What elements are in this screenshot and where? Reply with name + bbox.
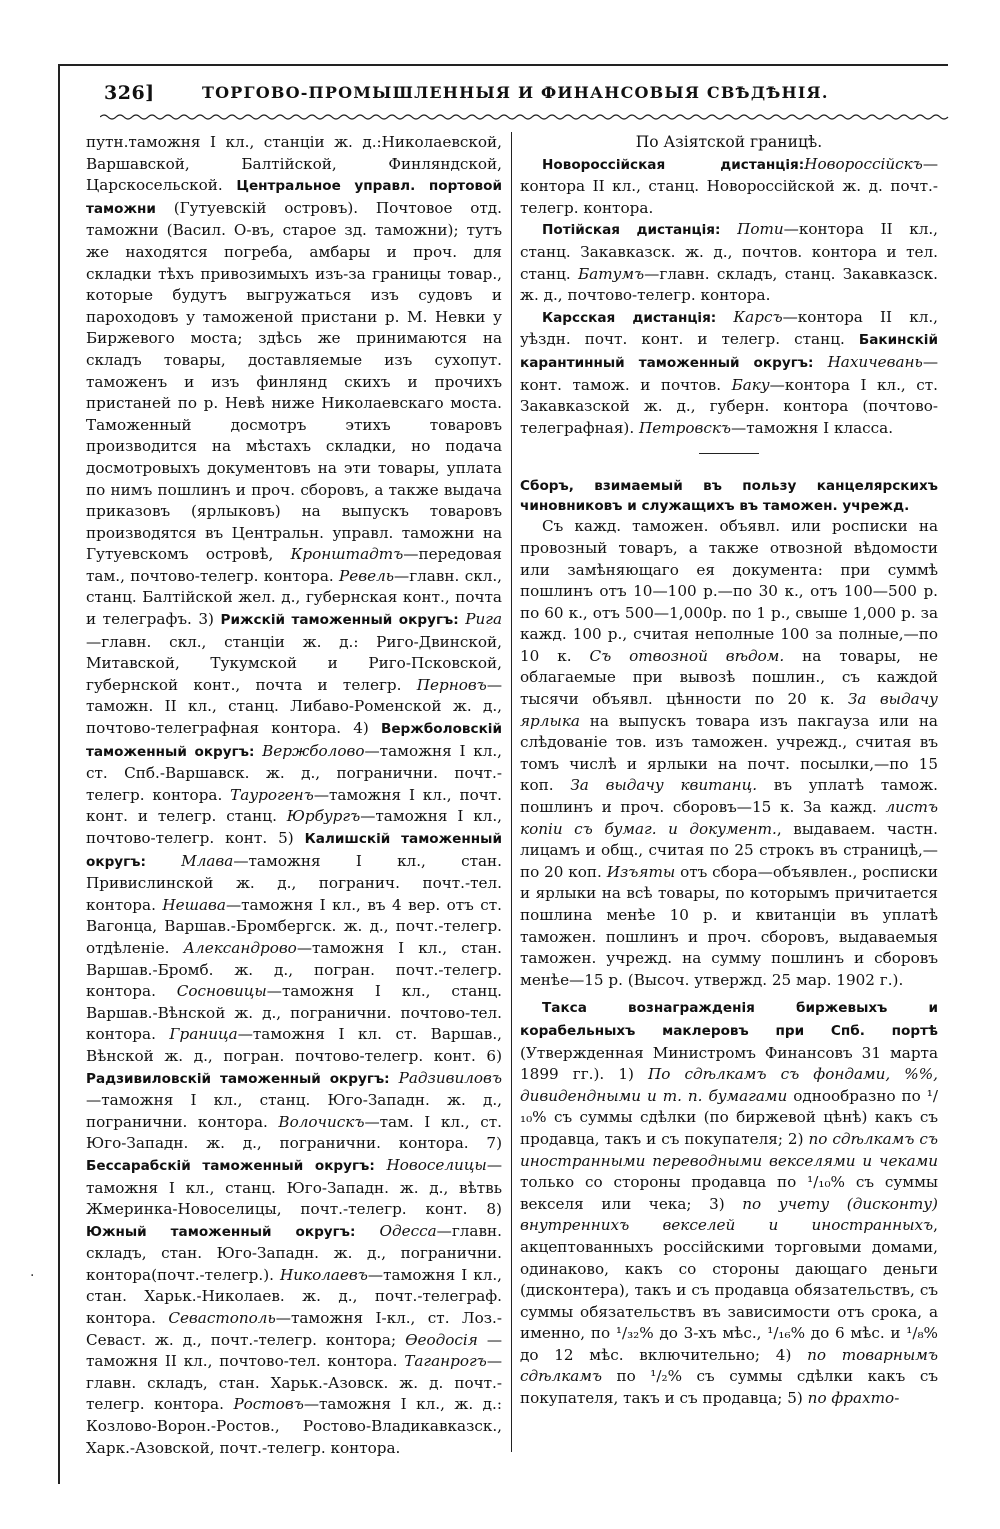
text-run: , выдаваем. частн. лицамъ и общ., считая по 25 строкъ въ страницѣ,—по 20 коп. xyxy=(520,819,939,881)
text-run: —таможня I кл., станц. Варшав.-Вѣнской ж. д., погранични. почтово-тел. контора. xyxy=(86,982,502,1044)
text-run: —таможня I кл., въ 4 вер. отъ ст. Вагонца, Варшав.-Бромбергск. ж. д., почт.-телегр. отдѣленіе. xyxy=(86,895,502,957)
left-column-text xyxy=(86,132,502,1459)
fee-paragraph xyxy=(520,516,938,991)
text-run: —таможня I кл., стан. Варшав.-Бромб. ж. д., погран. почт.-телегр. контора. xyxy=(86,938,502,1001)
emphasis: Изъяты xyxy=(606,862,676,881)
text-run xyxy=(390,1069,399,1087)
text-run: путн.таможня I кл., станціи ж. д.:Николаевской, Варшавской, Балтійской, Финляндской, Царскосельской. xyxy=(86,133,502,195)
place-name: Севастополь xyxy=(168,1309,276,1328)
text-run: по ¹/₂% съ суммы сдѣлки какъ съ покупателя, такъ и съ продавца; 5) xyxy=(520,1367,938,1408)
emphasis: За выдачу ярлыка xyxy=(520,690,938,730)
place-name: Александрово xyxy=(183,938,297,957)
text-run: въ уплатѣ тамож. пошлинъ и проч. сборовъ—15 к. За кажд. xyxy=(520,776,938,817)
text-run: —таможня I кл., ж. д.: Козлово-Ворон.-Ростов., Ростово-Владикавказск., Харк.-Азовской, почт.-телегр. контора. xyxy=(86,1395,502,1457)
page-header xyxy=(60,66,950,110)
text-run xyxy=(813,353,827,371)
text-run: —главн. складъ, стан. Харьк.-Азовск. ж. д. почт.-телегр. контора. xyxy=(86,1352,502,1414)
text-run: —контора I кл., ст. Закавказской ж. д., губерн. контора (почтово-телеграфная). xyxy=(520,375,938,437)
poti-paragraph xyxy=(520,219,938,306)
district-heading: Карсская дистанція: xyxy=(542,309,717,326)
place-name: Нешава xyxy=(162,895,226,914)
text-run: на товары, не облагаемые при вывозѣ пошлин., съ каждой тысячи объявл. цѣнности по 20 к. xyxy=(520,646,938,709)
place-name: Рига xyxy=(465,610,502,629)
place-name: Новороссійскъ xyxy=(804,154,923,173)
fee-section-title: Сборъ, взимаемый въ пользу канцелярскихъ чиновниковъ и служащихъ въ таможен. учрежд. xyxy=(520,478,938,515)
text-run: —контора II кл., станц. Закавказск. ж. д., почтов. контора и тел. станц. xyxy=(520,220,939,283)
place-name: Радзивиловъ xyxy=(398,1068,503,1087)
district-heading: Рижскій таможенный округъ: xyxy=(220,612,459,629)
text-run: отъ сбора—объявлен., росписки и ярлыки на всѣ товары, по которымъ причитается пошлина менѣе 10 р. и квитанціи въ уплатѣ таможен. пошлинъ и проч. сборовъ, выдаваемыя таможен. учрежд. на сумму пошлинъ и сборовъ менѣе—15 р. (Высоч. утвержд. 25 мар. 1902 г.). xyxy=(520,862,938,989)
district-heading: Вержболовскій таможенный округъ: xyxy=(86,721,502,760)
text-run: —контора II кл., уѣздн. почт. конт. и телегр. станц. xyxy=(520,307,938,349)
emphasis: За выдачу квитанц. xyxy=(570,776,758,795)
text-run: (Утвержденная Министромъ Финансовъ 31 марта 1899 гг.). 1) xyxy=(520,1043,938,1084)
text-run: —таможня I кл., станц. Юго-Западн. ж. д., погранични. контора. xyxy=(86,1091,502,1131)
text-run: —передовая там., почтово-телегр. контора. xyxy=(86,545,502,585)
text-run: —главн. складъ, стан. Юго-Западн. ж. д., погранични. контора(почт.-телегр.). xyxy=(86,1221,502,1284)
text-run: —таможня I кл. ст. Варшав., Вѣнской ж. д., погран. почтово-телегр. конт. 6) xyxy=(86,1025,502,1065)
page-frame xyxy=(58,64,948,1484)
text-run: (Гутуевскій островъ). Почтовое отд. таможни (Васил. О-въ, старое зд. таможни); тутъ же находятся погреба, амбары и проч. для складки тѣхъ привозимыхъ изъ-за границы товар., которые будутъ выгружаться изъ судовъ и пароходовъ у таможеной пристани р. М. Невки у Биржевого моста; здѣсь же принимаются на складъ товары, доставляемые изъ сухопут. таможенъ и изъ финлянд скихъ и прочихъ пристаней по р. Невѣ ниже Николаевскаго моста. Таможенный досмотръ этихъ товаровъ производится на мѣстахъ складки, но подача досмотровыхъ документовъ на эти товары, уплата по нимъ пошлинъ и проч. сборовъ, а также выдача приказовъ (ярлыковъ) на выпускъ товаровъ производятся въ Центральн. управл. таможни на Гутуевскомъ островѣ, xyxy=(86,198,502,564)
section-heading: Такса вознагражденія биржевыхъ и корабельныхъ маклеровъ при Спб. портѣ xyxy=(520,1000,938,1039)
column-divider xyxy=(511,132,512,1452)
broker-fee-paragraph xyxy=(520,997,938,1409)
text-run: однообразно по ¹/₁₀% съ суммы сдѣлки (по биржевой цѣнѣ) какъ съ продавца, такъ и съ покупателя; 2) xyxy=(520,1086,938,1148)
novorossiysk-paragraph xyxy=(520,154,938,220)
district-heading: Потійская дистанція: xyxy=(542,222,721,239)
left-column xyxy=(86,132,502,1459)
district-heading: Южный таможенный округъ: xyxy=(86,1223,356,1240)
right-column xyxy=(520,132,938,1410)
text-run: —таможня I кл., почт. конт. и телегр. станц. xyxy=(86,785,502,826)
place-name: Граница xyxy=(169,1025,238,1044)
place-name: Волочискъ xyxy=(278,1112,365,1131)
place-name: Юрбургъ xyxy=(286,807,361,826)
text-run: —таможн. II кл., станц. Либаво-Роменской ж. д., почтово-телеграфная контора. 4) xyxy=(86,675,502,738)
wavy-rule xyxy=(100,112,950,122)
emphasis: листъ копіи съ бумаг. и документ. xyxy=(520,798,938,838)
place-name: Кронштадтъ xyxy=(290,545,404,564)
emphasis: Съ отвозной вѣдом. xyxy=(589,646,785,665)
place-name: Баку xyxy=(731,375,770,394)
page-number: 326] xyxy=(104,82,155,104)
text-run xyxy=(146,852,181,870)
emphasis: По сдѣлкамъ съ фондами, %%, дивидендными и т. п. бумагами xyxy=(520,1065,939,1105)
place-name: Карсъ xyxy=(733,307,783,326)
text-run xyxy=(720,220,737,238)
place-name: Млава xyxy=(181,851,234,870)
place-name: Сосновицы xyxy=(176,982,267,1001)
asian-border-heading: По Азіятской границѣ. xyxy=(635,133,823,151)
place-name: Николаевъ xyxy=(279,1265,368,1284)
text-run: —таможня I кл., ст. Спб.-Варшавск. ж. д., погранични. почт.-телегр. контора. xyxy=(86,741,502,804)
text-run: —контора II кл., станц. Новороссійской ж. д. почт.-телегр. контора. xyxy=(520,154,938,217)
emphasis: по товарнымъ сдѣлкамъ xyxy=(520,1345,938,1386)
text-run xyxy=(375,1156,387,1174)
place-name: Ревель xyxy=(339,566,395,585)
running-title: ТОРГОВО-ПРОМЫШЛЕННЫЯ И ФИНАНСОВЫЯ СВѢДѢНІЯ. xyxy=(202,83,829,102)
text-run xyxy=(716,308,733,326)
place-name: Вержболово xyxy=(262,741,365,760)
text-run xyxy=(254,742,262,760)
text-run: —таможня I кл., стан. Привислинской ж. д., погранич. почт.-тел. контора. xyxy=(86,851,503,914)
text-run: —главн. скл., станц. Балтійской жел. д., губернская конт., почта и телеграфъ. 3) xyxy=(86,566,502,629)
district-heading: Бакинскій карантинный таможенный округъ: xyxy=(520,332,938,371)
text-run: —таможня II кл., почтово-тел. контора. xyxy=(86,1330,503,1371)
place-name: Новоселицы xyxy=(386,1155,487,1174)
section-rule xyxy=(699,453,759,454)
place-name: Перновъ xyxy=(416,675,487,694)
place-name: Ростовъ xyxy=(233,1395,304,1414)
text-run: , акцептованныхъ россійскими торговыми домами, одинаково, какъ со стороны дающаго деньги (дисконтера), такъ и съ продавца обязательствъ, съ суммы обязательствъ въ зависимости отъ срока, а именно, по ¹/₃₂% до 3-хъ мѣс., ¹/₁₆% до 6 мѣс. и ¹/₈% до 12 мѣс. включительно; 4) xyxy=(520,1216,938,1364)
place-name: Нахичевань xyxy=(827,352,923,371)
text-run: Съ кажд. таможен. объявл. или росписки на провозный товаръ, а также отвозной вѣдомости или замѣняющаго ея документа: при суммѣ пошлинъ отъ 10—100 р.—по 30 к., отъ 100—500 р. по 60 к., отъ 500—1,000р. по 1 р., свыше 1,000 р. за кажд. 100 р., считая неполные 100 за полные,—по 10 к. xyxy=(520,517,938,665)
text-run: —главн. складъ, станц. Закавказск. ж. д., почтово-телегр. контора. xyxy=(520,264,938,305)
text-run: только со стороны продавца по ¹/₁₀% съ суммы векселя или чека; 3) xyxy=(520,1173,938,1213)
text-run: —таможня I кл., почтово-телегр. конт. 5) xyxy=(86,807,502,847)
text-run: —там. I кл., ст. Юго-Западн. ж. д., погранични. контора. 7) xyxy=(86,1112,502,1153)
district-heading: Калишскій таможенный округъ: xyxy=(86,831,502,870)
place-name: Петровскъ xyxy=(639,418,732,437)
district-heading: Новороссійская дистанція: xyxy=(542,156,805,173)
text-run: —таможня I-кл., ст. Лоз.-Севаст. ж. д., почт.-телегр. контора; xyxy=(86,1309,502,1349)
emphasis: по фрахто- xyxy=(807,1389,900,1408)
text-run: на выпускъ товара изъ пакгауза или на слѣдованіе тов. изъ таможен. учрежд., считая въ томъ числѣ и ярлыки на почт. посылки,—по 15 коп. xyxy=(520,711,938,795)
text-run: —таможня I кл., стан. Харьк.-Николаев. ж. д., почт.-телеграф. контора. xyxy=(86,1265,502,1328)
text-run xyxy=(355,1222,379,1240)
text-run: —конт. тамож. и почтов. xyxy=(520,352,938,394)
emphasis: по учету (дисконту) внутреннихъ векселей и иностранныхъ xyxy=(520,1194,938,1235)
place-name: Ѳеодосія xyxy=(405,1330,478,1349)
place-name: Батумъ xyxy=(578,264,645,283)
text-run: —таможня I кл., станц. Юго-Западн. ж. д., вѣтвь Жмеринка-Новоселицы, почт.-телегр. конт. 8) xyxy=(86,1155,502,1219)
place-name: Поти xyxy=(737,220,784,239)
district-heading: Центральное управл. портовой таможни xyxy=(86,178,502,217)
emphasis: по сдѣлкамъ съ иностранными переводными векселями и чеками xyxy=(520,1129,938,1170)
district-heading: Радзивиловскій таможенный округъ: xyxy=(86,1070,390,1087)
place-name: Таганрогъ xyxy=(404,1352,487,1371)
place-name: Одесса xyxy=(379,1221,437,1240)
place-name: Таурогенъ xyxy=(230,785,314,804)
kars-paragraph xyxy=(520,307,938,440)
district-heading: Бессарабскій таможенный округъ: xyxy=(86,1157,375,1174)
stray-mark: · xyxy=(30,1268,35,1284)
text-run: —главн. скл., станціи ж. д.: Риго-Двинской, Митавской, Тукумской и Риго-Псковской, губернской конт., почта и телегр. xyxy=(86,632,502,694)
text-run: —таможня I класса. xyxy=(731,418,894,437)
